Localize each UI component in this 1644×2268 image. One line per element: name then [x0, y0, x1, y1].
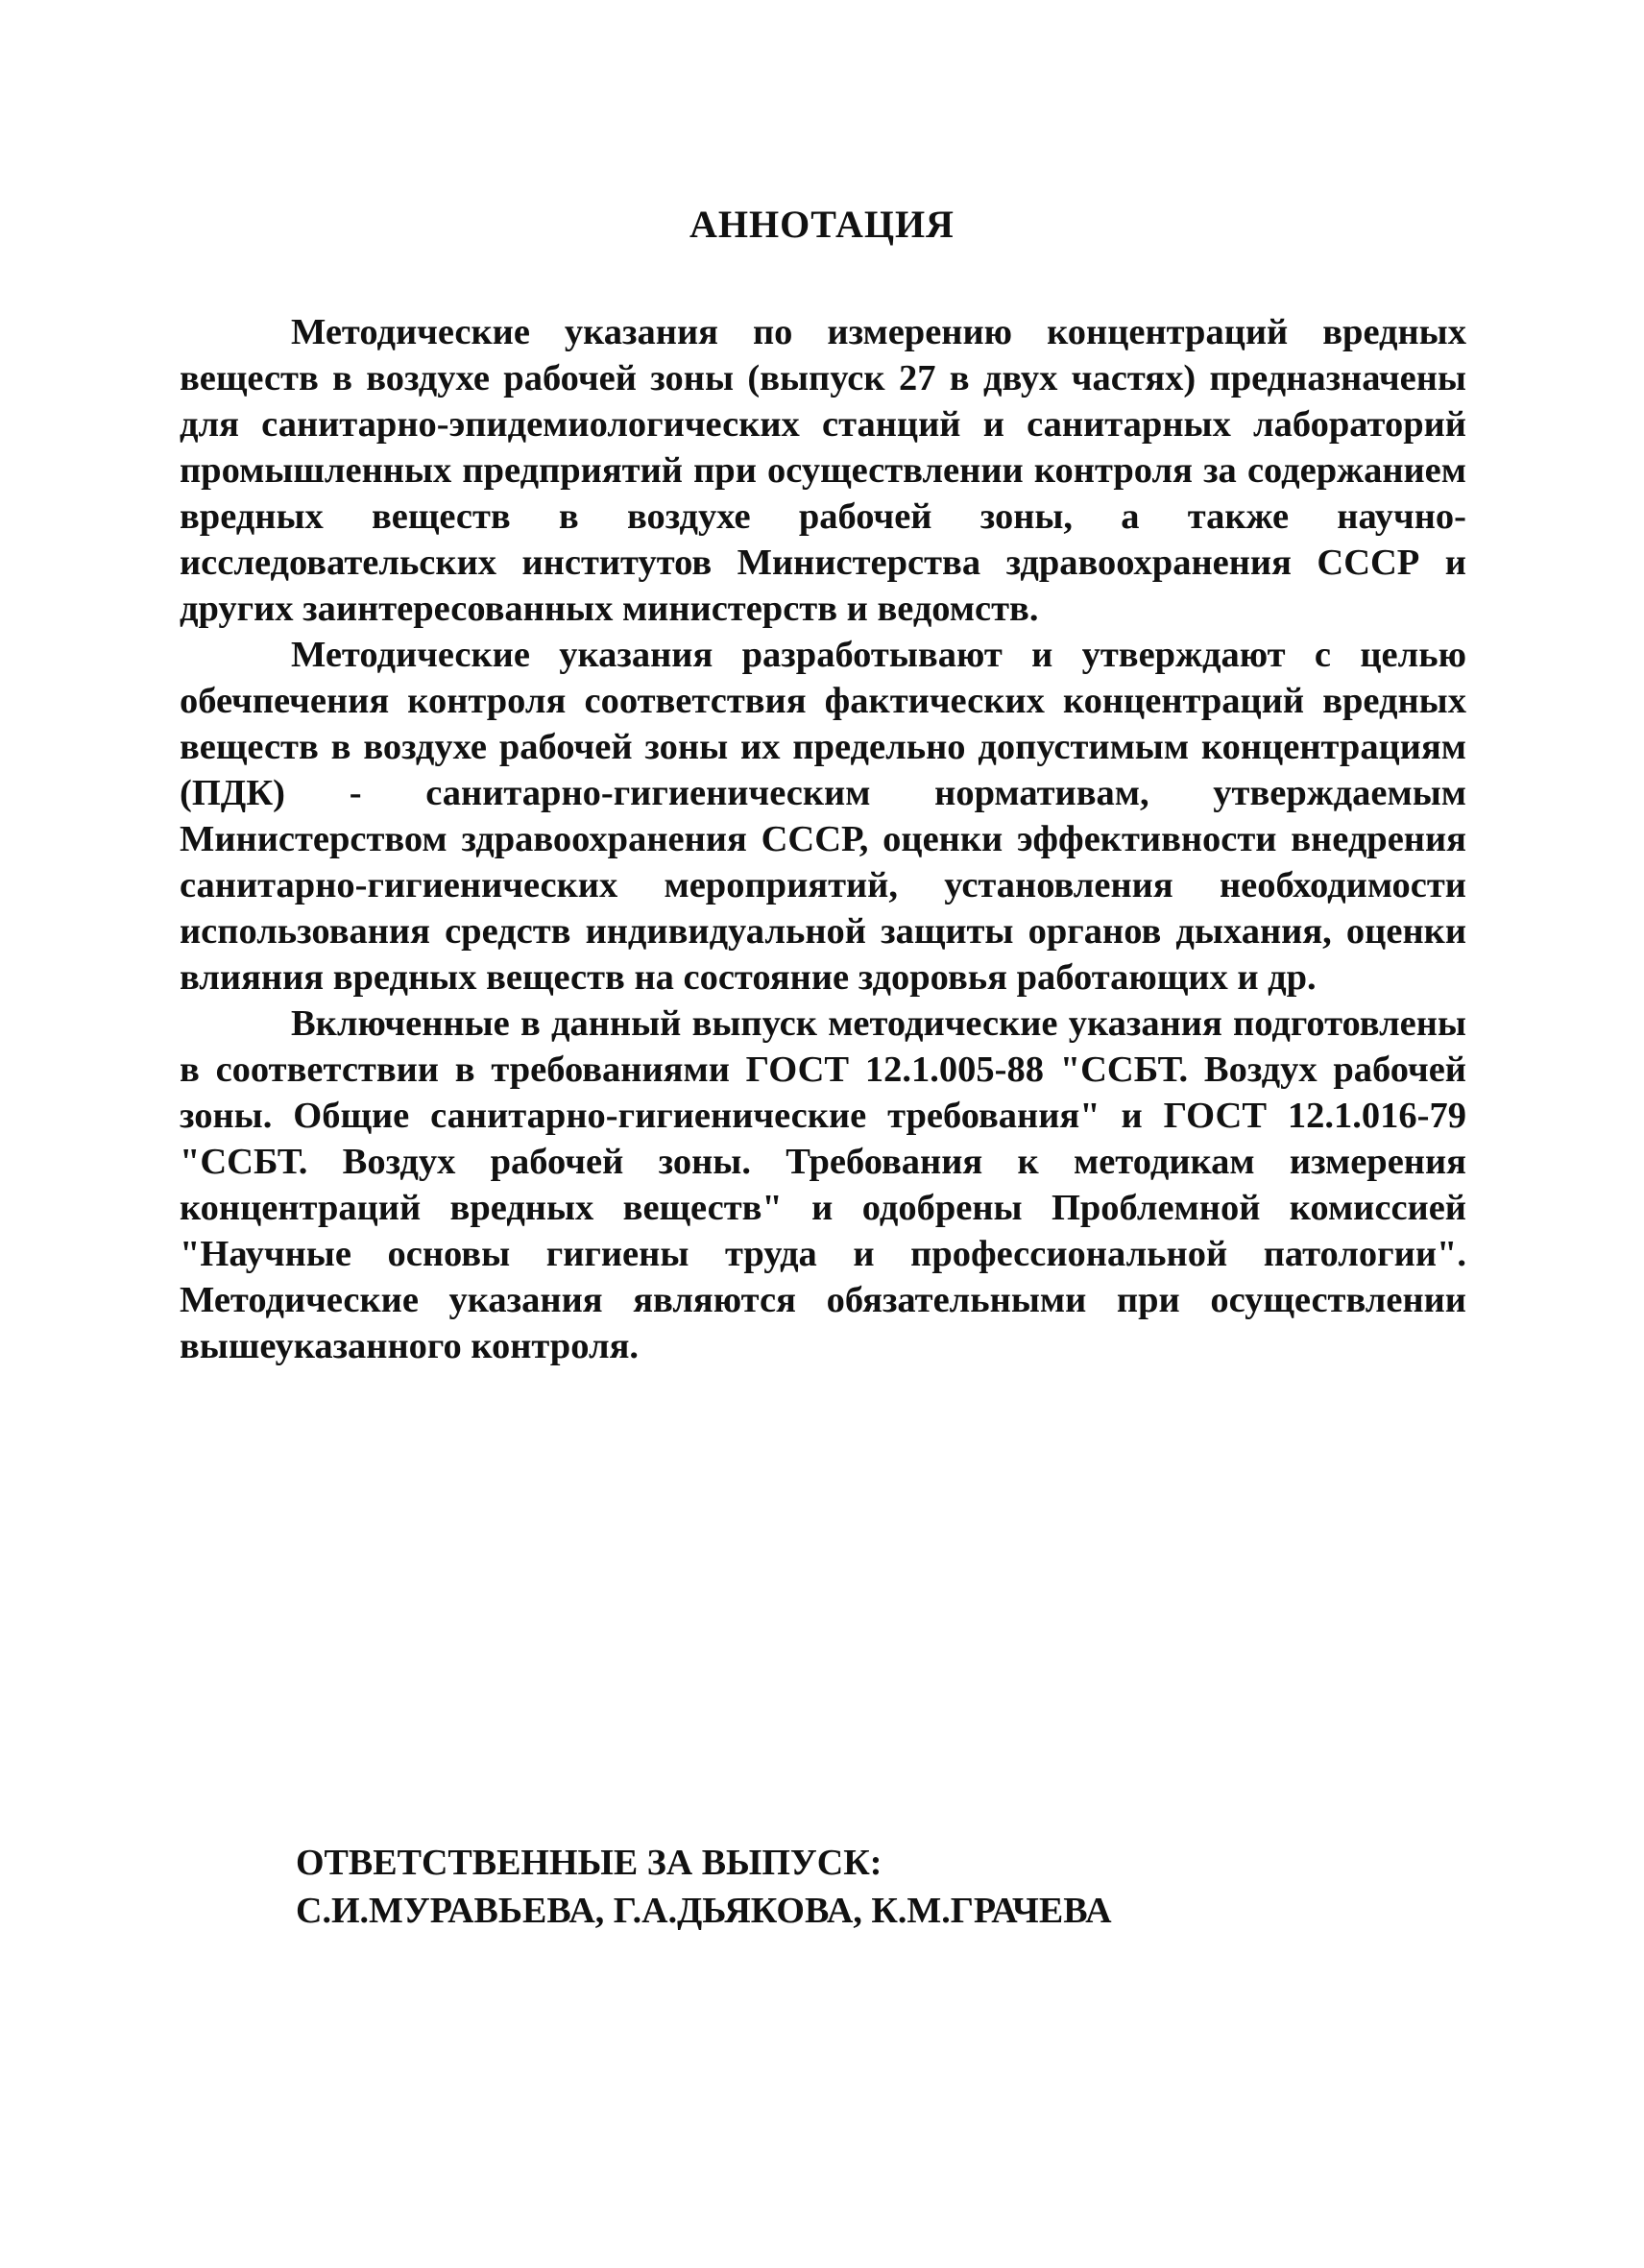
paragraph-goals: Методические указания разработывают и утверждают с целью обечпечения контроля соответствия фактических концентраций вредных веществ в воздухе рабочей зоны их предельно допустимым концентрациям (ПДК) - санитарно-гигиеническим нормативам, утверждаемым Министерством здравоохранения СССР, оценки эффективности внедрения санитарно-гигиенических мероприятий, установления необходимости использования средств индивидуальной защиты органов дыхания, оценки влияния вредных веществ на состояние здоровья работающих и др. [180, 635, 1466, 998]
responsible-names: С.И.МУРАВЬЕВА, Г.А.ДЬЯКОВА, К.М.ГРАЧЕВА [296, 1891, 1112, 1931]
annotation-body [180, 309, 1466, 1369]
responsible-heading: ОТВЕТСТВЕННЫЕ ЗА ВЫПУСК: [296, 1843, 882, 1883]
paragraph-standards: Включенные в данный выпуск методические указания подготовлены в соответствии в требованиями ГОСТ 12.1.005-88 "ССБТ. Воздух рабочей зоны. Общие санитарно-гигиенические требования" и ГОСТ 12.1.016-79 "ССБТ. Воздух рабочей зоны. Требования к методикам измерения концентраций вредных веществ" и одобрены Проблемной комиссией "Научные основы гигиены труда и профессиональной патологии". Методические указания являются обязательными при осуществлении вышеуказанного контроля. [180, 1003, 1466, 1366]
annotation-title: АННОТАЦИЯ [689, 203, 955, 246]
paragraph-purpose: Методические указания по измерению концентраций вредных веществ в воздухе рабочей зоны (выпуск 27 в двух частях) предназначены для санитарно-эпидемиологических станций и санитарных лабораторий промышленных предприятий при осуществлении контроля за содержанием вредных веществ в воздухе рабочей зоны, а также научно-исследовательских институтов Министерства здравоохранения СССР и других заинтересованных министерств и ведомств. [180, 312, 1466, 629]
responsible-block [296, 1839, 1448, 1935]
